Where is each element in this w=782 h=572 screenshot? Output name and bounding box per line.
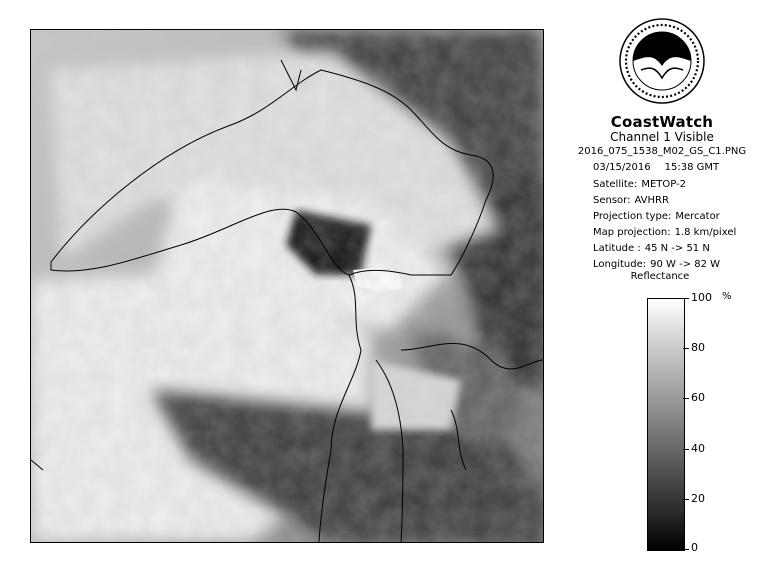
brand-title: CoastWatch — [610, 113, 714, 131]
longitude-info — [593, 259, 720, 270]
colorbar-tick-label: 20 — [691, 492, 705, 505]
projection-type-value: Mercator — [675, 211, 720, 222]
colorbar-tick — [683, 449, 689, 450]
longitude-label: Longitude: — [593, 259, 647, 270]
satellite-label: Satellite: — [593, 179, 638, 190]
colorbar-tick — [683, 549, 689, 550]
colorbar-title: Reflectance — [630, 271, 690, 282]
colorbar-tick — [683, 499, 689, 500]
colorbar-tick-label: 0 — [691, 541, 698, 554]
sensor-label: Sensor: — [593, 195, 631, 206]
satellite-info — [593, 179, 686, 190]
satellite-image — [30, 29, 544, 543]
colorbar-tick-label: 100 — [691, 291, 712, 304]
map-projection-info — [593, 227, 736, 238]
latitude-value: 45 N -> 51 N — [644, 243, 710, 254]
satellite-image-graphic — [31, 30, 543, 542]
colorbar — [647, 298, 685, 551]
longitude-value: 90 W -> 82 W — [650, 259, 721, 270]
colorbar-tick-label: 80 — [691, 341, 705, 354]
colorbar-tick — [683, 398, 689, 399]
map-projection-value: 1.8 km/pixel — [674, 227, 737, 238]
noaa-logo-icon — [619, 18, 705, 104]
latitude-info — [593, 243, 710, 254]
colorbar-unit: % — [722, 291, 732, 302]
time-value: 15:38 GMT — [664, 162, 720, 173]
sensor-info — [593, 195, 669, 206]
colorbar-tick-label: 40 — [691, 442, 705, 455]
satellite-value: METOP-2 — [641, 179, 687, 190]
colorbar-tick — [683, 348, 689, 349]
colorbar-tick-label: 60 — [691, 391, 705, 404]
projection-type-label: Projection type: — [593, 211, 672, 222]
projection-type-info — [593, 211, 720, 222]
channel-label: Channel 1 Visible — [610, 130, 714, 144]
map-projection-label: Map projection: — [593, 227, 671, 238]
datetime-line — [593, 162, 719, 173]
sensor-value: AVHRR — [634, 195, 669, 206]
filename-label: 2016_075_1538_M02_GS_C1.PNG — [577, 146, 747, 157]
colorbar-tick — [683, 298, 689, 299]
latitude-label: Latitude : — [593, 243, 641, 254]
noaa-logo — [619, 18, 705, 104]
date-value: 03/15/2016 — [593, 162, 651, 173]
